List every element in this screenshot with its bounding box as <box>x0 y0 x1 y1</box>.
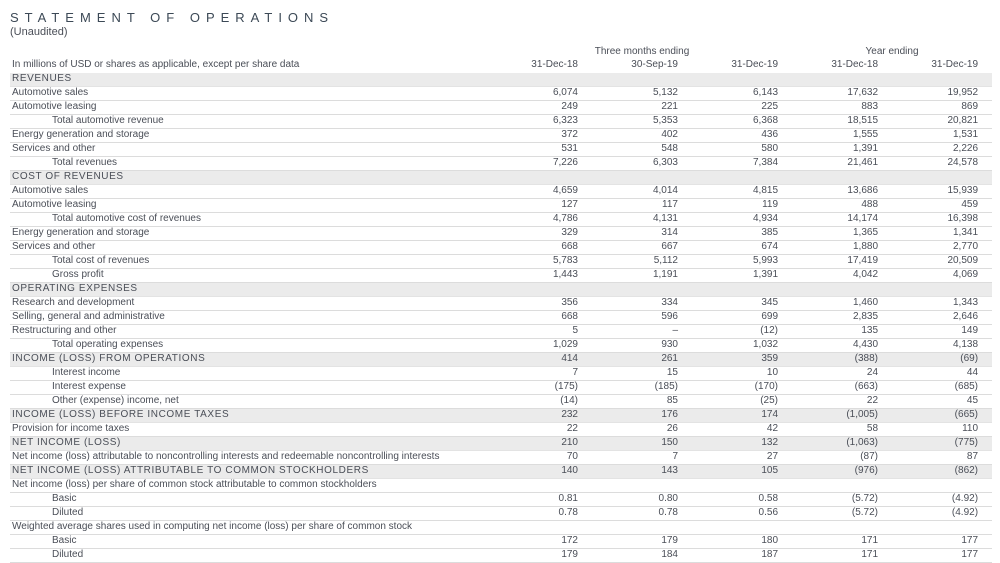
page-subtitle: (Unaudited) <box>10 26 68 38</box>
table-row <box>10 437 992 451</box>
cell-value <box>592 171 692 185</box>
cell-value: 4,069 <box>892 269 992 283</box>
cell-value: 149 <box>892 325 992 339</box>
row-label: INCOME (LOSS) FROM OPERATIONS <box>10 353 492 367</box>
cell-value: (1,063) <box>792 437 892 451</box>
table-row <box>10 311 992 325</box>
cell-value: (12) <box>692 325 792 339</box>
page-title: STATEMENT OF OPERATIONS <box>10 10 335 25</box>
cell-value <box>492 171 592 185</box>
cell-value: 13,686 <box>792 185 892 199</box>
cell-value: (4.92) <box>892 507 992 521</box>
cell-value: 1,029 <box>492 339 592 353</box>
cell-value: 699 <box>692 311 792 325</box>
cell-value: 7 <box>592 451 692 465</box>
row-label: Total operating expenses <box>10 339 492 353</box>
cell-value: (87) <box>792 451 892 465</box>
cell-value <box>592 73 692 87</box>
row-label: Energy generation and storage <box>10 227 492 241</box>
table-row <box>10 255 992 269</box>
cell-value: (862) <box>892 465 992 479</box>
table-row <box>10 297 992 311</box>
table-row <box>10 395 992 409</box>
table-row <box>10 129 992 143</box>
column-header: 31-Dec-19 <box>931 59 979 70</box>
table-row <box>10 381 992 395</box>
row-label: Basic <box>10 535 492 549</box>
row-label: Total automotive cost of revenues <box>10 213 492 227</box>
cell-value: 414 <box>492 353 592 367</box>
cell-value: 531 <box>492 143 592 157</box>
cell-value: 4,014 <box>592 185 692 199</box>
row-label: Provision for income taxes <box>10 423 492 437</box>
cell-value: 22 <box>492 423 592 437</box>
cell-value: (775) <box>892 437 992 451</box>
cell-value: 1,341 <box>892 227 992 241</box>
cell-value: 179 <box>592 535 692 549</box>
cell-value: 1,443 <box>492 269 592 283</box>
cell-value: 0.80 <box>592 493 692 507</box>
cell-value: 45 <box>892 395 992 409</box>
cell-value: (665) <box>892 409 992 423</box>
cell-value: 1,531 <box>892 129 992 143</box>
row-label: Selling, general and administrative <box>10 311 492 325</box>
cell-value: 20,509 <box>892 255 992 269</box>
table-row <box>10 87 992 101</box>
column-header: 30-Sep-19 <box>631 59 678 70</box>
table-row <box>10 549 992 563</box>
cell-value: 26 <box>592 423 692 437</box>
table-body <box>10 73 992 563</box>
cell-value: 44 <box>892 367 992 381</box>
cell-value: 176 <box>592 409 692 423</box>
cell-value: 1,460 <box>792 297 892 311</box>
column-header: 31-Dec-19 <box>731 59 779 70</box>
table-row <box>10 339 992 353</box>
cell-value: 210 <box>492 437 592 451</box>
cell-value: (25) <box>692 395 792 409</box>
cell-value: 2,226 <box>892 143 992 157</box>
row-label: Total cost of revenues <box>10 255 492 269</box>
cell-value: 171 <box>792 535 892 549</box>
row-label: Total revenues <box>10 157 492 171</box>
cell-value <box>692 283 792 297</box>
cell-value: 6,323 <box>492 115 592 129</box>
cell-value: 143 <box>592 465 692 479</box>
row-label: Basic <box>10 493 492 507</box>
cell-value: 150 <box>592 437 692 451</box>
column-group-header-row <box>10 46 992 59</box>
column-group-year: Year ending <box>865 46 919 57</box>
table-row <box>10 451 992 465</box>
row-label: Automotive leasing <box>10 199 492 213</box>
table-row <box>10 409 992 423</box>
cell-value: 177 <box>892 549 992 563</box>
row-label: INCOME (LOSS) BEFORE INCOME TAXES <box>10 409 492 423</box>
table-row <box>10 535 992 549</box>
row-label: NET INCOME (LOSS) <box>10 437 492 451</box>
table-row <box>10 423 992 437</box>
cell-value: 14,174 <box>792 213 892 227</box>
table-row <box>10 73 992 87</box>
row-label: Research and development <box>10 297 492 311</box>
cell-value: 488 <box>792 199 892 213</box>
cell-value: 19,952 <box>892 87 992 101</box>
cell-value: 334 <box>592 297 692 311</box>
row-label: NET INCOME (LOSS) ATTRIBUTABLE TO COMMON STOCKHOLDERS <box>10 465 492 479</box>
cell-value: 117 <box>592 199 692 213</box>
cell-value: 179 <box>492 549 592 563</box>
row-label: COST OF REVENUES <box>10 171 492 185</box>
statement-of-operations-table <box>10 46 992 563</box>
cell-value <box>492 479 592 493</box>
table-row <box>10 493 992 507</box>
row-label: Interest income <box>10 367 492 381</box>
table-row <box>10 157 992 171</box>
cell-value: 459 <box>892 199 992 213</box>
cell-value <box>892 479 992 493</box>
row-label: Services and other <box>10 241 492 255</box>
cell-value: (685) <box>892 381 992 395</box>
cell-value: 105 <box>692 465 792 479</box>
row-label: OPERATING EXPENSES <box>10 283 492 297</box>
row-label: Net income (loss) per share of common stock attributable to common stockholders <box>10 479 492 493</box>
cell-value: 4,786 <box>492 213 592 227</box>
cell-value: 4,934 <box>692 213 792 227</box>
cell-value: 85 <box>592 395 692 409</box>
cell-value: 184 <box>592 549 692 563</box>
cell-value: 1,343 <box>892 297 992 311</box>
cell-value: 2,770 <box>892 241 992 255</box>
cell-value: 15 <box>592 367 692 381</box>
cell-value: 172 <box>492 535 592 549</box>
cell-value: 1,365 <box>792 227 892 241</box>
cell-value: 7 <box>492 367 592 381</box>
units-label: In millions of USD or shares as applicable, except per share data <box>12 59 300 70</box>
cell-value: 20,821 <box>892 115 992 129</box>
cell-value: 674 <box>692 241 792 255</box>
cell-value: 4,815 <box>692 185 792 199</box>
cell-value: 22 <box>792 395 892 409</box>
cell-value: (175) <box>492 381 592 395</box>
cell-value: 402 <box>592 129 692 143</box>
cell-value: 221 <box>592 101 692 115</box>
cell-value: (5.72) <box>792 507 892 521</box>
row-label: Net income (loss) attributable to noncontrolling interests and redeemable noncontrolling interests <box>10 451 492 465</box>
cell-value: 17,632 <box>792 87 892 101</box>
cell-value: 372 <box>492 129 592 143</box>
cell-value: 1,191 <box>592 269 692 283</box>
table-row <box>10 269 992 283</box>
cell-value: 5,353 <box>592 115 692 129</box>
table-row <box>10 241 992 255</box>
row-label: Interest expense <box>10 381 492 395</box>
cell-value: 4,131 <box>592 213 692 227</box>
cell-value: – <box>592 325 692 339</box>
cell-value <box>592 479 692 493</box>
cell-value: 869 <box>892 101 992 115</box>
cell-value: 140 <box>492 465 592 479</box>
column-header-row <box>10 59 992 73</box>
group-header-spacer <box>10 46 492 59</box>
table-row <box>10 101 992 115</box>
cell-value <box>792 521 892 535</box>
table-row <box>10 185 992 199</box>
column-group-three-months: Three months ending <box>594 46 690 57</box>
cell-value <box>892 521 992 535</box>
cell-value: 0.78 <box>492 507 592 521</box>
row-label: Gross profit <box>10 269 492 283</box>
cell-value: 7,226 <box>492 157 592 171</box>
cell-value <box>892 283 992 297</box>
row-label: Other (expense) income, net <box>10 395 492 409</box>
cell-value: 27 <box>692 451 792 465</box>
cell-value: (663) <box>792 381 892 395</box>
cell-value <box>492 283 592 297</box>
cell-value: 668 <box>492 311 592 325</box>
cell-value: 548 <box>592 143 692 157</box>
row-label: Restructuring and other <box>10 325 492 339</box>
table-row <box>10 283 992 297</box>
cell-value: 110 <box>892 423 992 437</box>
cell-value: 930 <box>592 339 692 353</box>
cell-value: 345 <box>692 297 792 311</box>
cell-value: 356 <box>492 297 592 311</box>
row-label: Automotive sales <box>10 185 492 199</box>
cell-value <box>692 521 792 535</box>
cell-value <box>492 73 592 87</box>
row-label: Energy generation and storage <box>10 129 492 143</box>
cell-value: 314 <box>592 227 692 241</box>
cell-value <box>792 171 892 185</box>
cell-value <box>492 521 592 535</box>
cell-value: 5,112 <box>592 255 692 269</box>
cell-value: 5,993 <box>692 255 792 269</box>
cell-value: (185) <box>592 381 692 395</box>
cell-value: 7,384 <box>692 157 792 171</box>
cell-value <box>692 73 792 87</box>
cell-value: (170) <box>692 381 792 395</box>
cell-value: (14) <box>492 395 592 409</box>
cell-value: 21,461 <box>792 157 892 171</box>
cell-value: 15,939 <box>892 185 992 199</box>
cell-value: 187 <box>692 549 792 563</box>
cell-value: 0.78 <box>592 507 692 521</box>
cell-value: 10 <box>692 367 792 381</box>
cell-value: 580 <box>692 143 792 157</box>
table-row <box>10 213 992 227</box>
cell-value: 261 <box>592 353 692 367</box>
cell-value <box>692 479 792 493</box>
cell-value: 132 <box>692 437 792 451</box>
cell-value: 0.81 <box>492 493 592 507</box>
cell-value: 359 <box>692 353 792 367</box>
cell-value: 171 <box>792 549 892 563</box>
cell-value: 6,368 <box>692 115 792 129</box>
column-header: 31-Dec-18 <box>531 59 578 70</box>
cell-value <box>892 171 992 185</box>
cell-value: 24,578 <box>892 157 992 171</box>
row-label: Diluted <box>10 507 492 521</box>
cell-value: 180 <box>692 535 792 549</box>
table-row <box>10 521 992 535</box>
table-row <box>10 479 992 493</box>
cell-value: 232 <box>492 409 592 423</box>
table-row <box>10 325 992 339</box>
cell-value: 127 <box>492 199 592 213</box>
cell-value: 87 <box>892 451 992 465</box>
cell-value: 42 <box>692 423 792 437</box>
table-header <box>10 46 992 73</box>
cell-value: 177 <box>892 535 992 549</box>
cell-value: 668 <box>492 241 592 255</box>
table-row <box>10 227 992 241</box>
cell-value: 5,783 <box>492 255 592 269</box>
cell-value <box>792 479 892 493</box>
table-row <box>10 115 992 129</box>
cell-value: 596 <box>592 311 692 325</box>
row-label: Automotive leasing <box>10 101 492 115</box>
table-row <box>10 171 992 185</box>
cell-value <box>792 73 892 87</box>
cell-value <box>892 73 992 87</box>
cell-value: 70 <box>492 451 592 465</box>
cell-value <box>592 283 692 297</box>
cell-value: 24 <box>792 367 892 381</box>
cell-value: 5 <box>492 325 592 339</box>
row-label: Automotive sales <box>10 87 492 101</box>
cell-value: (976) <box>792 465 892 479</box>
cell-value: 0.58 <box>692 493 792 507</box>
cell-value <box>692 171 792 185</box>
cell-value: (388) <box>792 353 892 367</box>
table-row <box>10 143 992 157</box>
cell-value: 4,138 <box>892 339 992 353</box>
cell-value: 119 <box>692 199 792 213</box>
table-row <box>10 507 992 521</box>
row-label: Services and other <box>10 143 492 157</box>
cell-value <box>792 283 892 297</box>
row-label: Weighted average shares used in computing net income (loss) per share of common stock <box>10 521 492 535</box>
row-label: Diluted <box>10 549 492 563</box>
cell-value: 1,032 <box>692 339 792 353</box>
cell-value: 16,398 <box>892 213 992 227</box>
cell-value: 1,880 <box>792 241 892 255</box>
cell-value: 1,555 <box>792 129 892 143</box>
table-row <box>10 465 992 479</box>
cell-value: (69) <box>892 353 992 367</box>
cell-value: 5,132 <box>592 87 692 101</box>
cell-value: 249 <box>492 101 592 115</box>
cell-value: 6,303 <box>592 157 692 171</box>
cell-value: 329 <box>492 227 592 241</box>
cell-value: 58 <box>792 423 892 437</box>
cell-value: 385 <box>692 227 792 241</box>
table-row <box>10 199 992 213</box>
table-row <box>10 367 992 381</box>
row-label: Total automotive revenue <box>10 115 492 129</box>
cell-value: 4,659 <box>492 185 592 199</box>
cell-value: 6,074 <box>492 87 592 101</box>
cell-value: 4,430 <box>792 339 892 353</box>
cell-value: 2,646 <box>892 311 992 325</box>
cell-value <box>592 521 692 535</box>
cell-value: 436 <box>692 129 792 143</box>
cell-value: 0.56 <box>692 507 792 521</box>
cell-value: (4.92) <box>892 493 992 507</box>
cell-value: 1,391 <box>692 269 792 283</box>
cell-value: 1,391 <box>792 143 892 157</box>
cell-value: 18,515 <box>792 115 892 129</box>
row-label: REVENUES <box>10 73 492 87</box>
table-row <box>10 353 992 367</box>
cell-value: 6,143 <box>692 87 792 101</box>
cell-value: 2,835 <box>792 311 892 325</box>
cell-value: 4,042 <box>792 269 892 283</box>
cell-value: 135 <box>792 325 892 339</box>
column-header: 31-Dec-18 <box>831 59 879 70</box>
cell-value: (1,005) <box>792 409 892 423</box>
cell-value: 174 <box>692 409 792 423</box>
cell-value: 667 <box>592 241 692 255</box>
cell-value: 225 <box>692 101 792 115</box>
cell-value: 883 <box>792 101 892 115</box>
cell-value: (5.72) <box>792 493 892 507</box>
cell-value: 17,419 <box>792 255 892 269</box>
